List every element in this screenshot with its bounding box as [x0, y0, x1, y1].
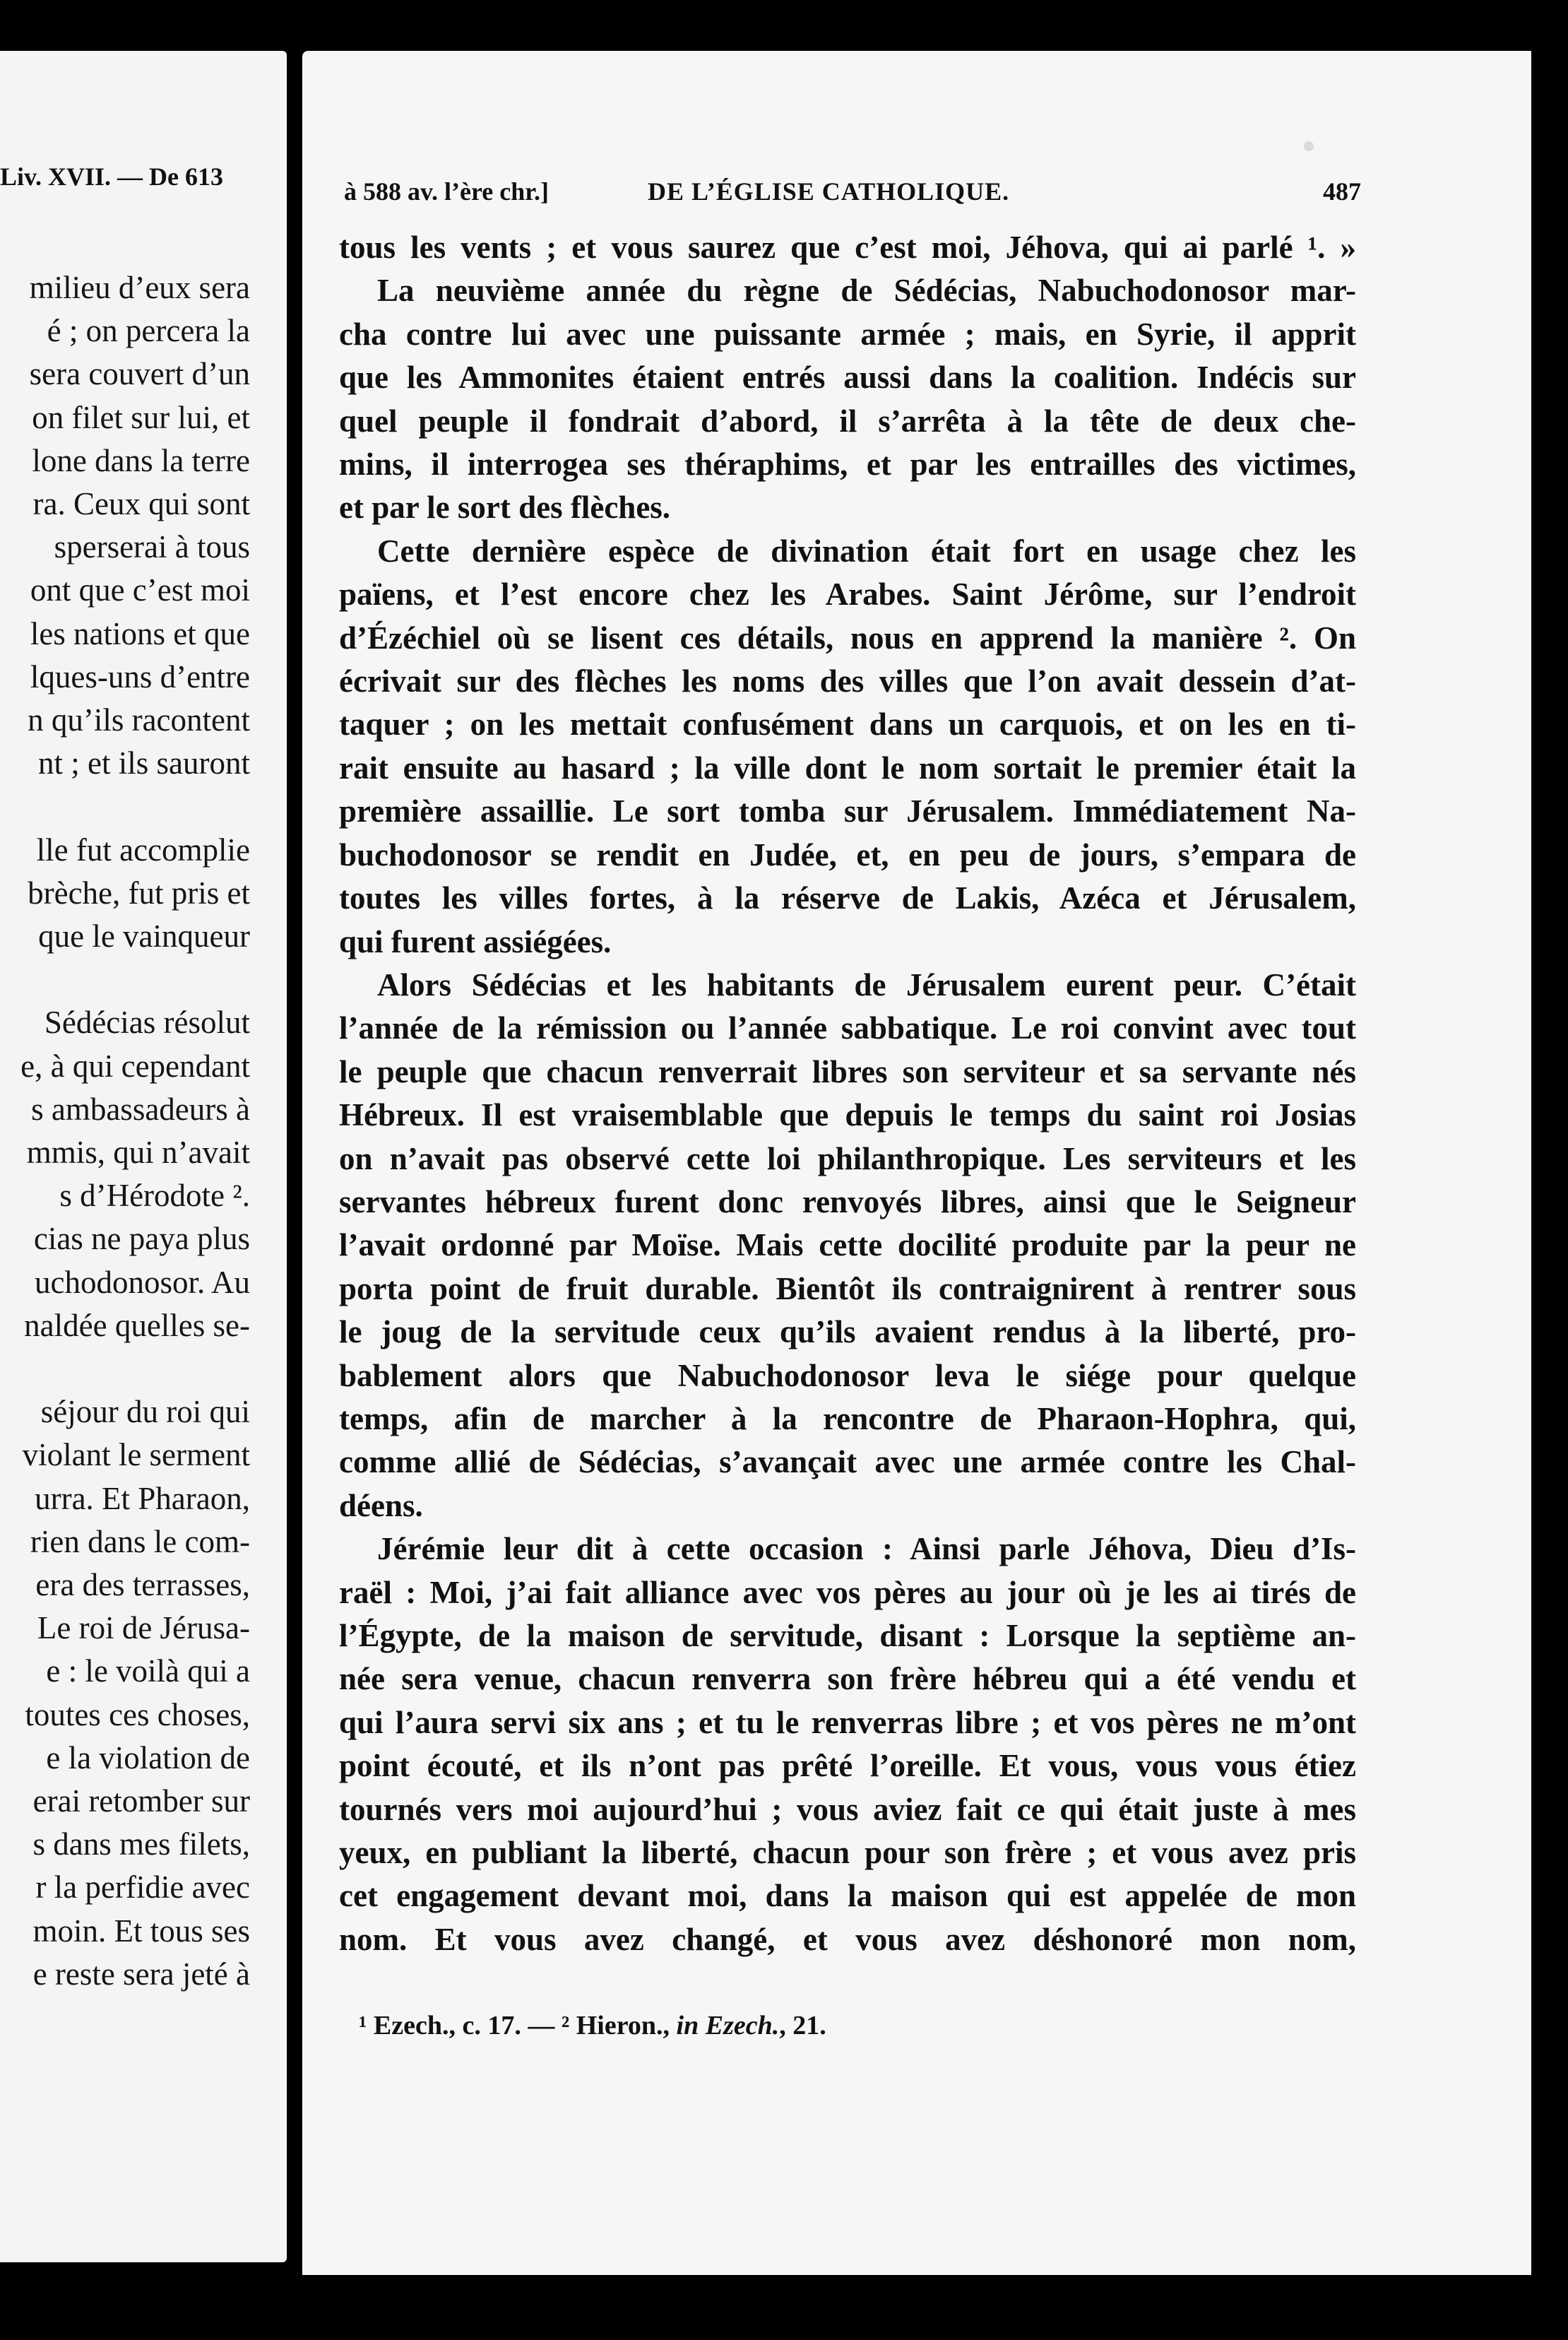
- text-line: rien dans le com-: [30, 1523, 250, 1559]
- text-line: s ambassadeurs à: [31, 1091, 250, 1127]
- text-line: qui furent assiégées.: [339, 923, 612, 959]
- text-line: sperserai à tous: [54, 529, 250, 565]
- text-line: sera couvert d’un: [29, 356, 250, 392]
- text-line: cha contre lui avec une puissante armée ; mais, en Syrie, il apprit: [339, 316, 1356, 352]
- text-line: séjour du roi qui: [40, 1394, 250, 1430]
- text-line: le peuple que chacun renverrait libres son serviteur et sa servante nés: [339, 1053, 1356, 1089]
- left-page: [0, 51, 287, 2262]
- header-date-range: à 588 av. l’ère chr.]: [344, 177, 549, 206]
- text-line: r la perfidie avec: [35, 1869, 250, 1905]
- text-line: servantes hébreux furent donc renvoyés libres, ainsi que le Seigneur: [339, 1183, 1356, 1219]
- text-line: première assaillie. Le sort tomba sur Jérusalem. Immédiatement Na-: [339, 793, 1356, 829]
- text-line: mins, il interrogea ses théraphims, et par les entrailles des victimes,: [339, 447, 1356, 483]
- line-gap: [0, 958, 250, 1001]
- text-line: rait ensuite au hasard ; la ville dont le nom sortait le premier était la: [339, 750, 1356, 786]
- footnote-italic: in Ezech.: [676, 2011, 780, 2040]
- text-line: écrivait sur des flèches les noms des villes que l’on avait dessein d’at-: [339, 663, 1356, 699]
- text-line: nt ; et ils sauront: [38, 745, 250, 781]
- text-line: e la violation de: [46, 1739, 250, 1775]
- header-title: DE L’ÉGLISE CATHOLIQUE.: [648, 177, 1010, 206]
- text-line: moin. Et tous ses: [32, 1913, 250, 1949]
- text-line: Sédécias résolut: [44, 1005, 250, 1041]
- text-line: païens, et l’est encore chez les Arabes. Saint Jérôme, sur l’endroit: [339, 577, 1356, 613]
- text-line: milieu d’eux sera: [29, 270, 250, 305]
- running-header: [344, 177, 1361, 212]
- text-line: Jérémie leur dit à cette occasion : Ainsi parle Jéhova, Dieu d’Is-: [377, 1531, 1356, 1567]
- text-line: mmis, qui n’avait: [26, 1135, 250, 1171]
- text-line: uchodonosor. Au: [34, 1264, 250, 1300]
- text-line: erai retomber sur: [32, 1783, 250, 1819]
- text-line: lques-uns d’entre: [30, 658, 250, 695]
- text-line: d’Ézéchiel où se lisent ces détails, nous en apprend la manière ². On: [339, 620, 1356, 656]
- text-line: que les Ammonites étaient entrés aussi dans la coalition. Indécis sur: [339, 360, 1356, 396]
- footnotes: [359, 2010, 1206, 2041]
- page-number: 487: [1323, 177, 1361, 206]
- text-line: raël : Moi, j’ai fait alliance avec vos pères au jour où je les ai tirés de: [339, 1574, 1356, 1610]
- text-line: on n’avait pas observé cette loi philanthropique. Les serviteurs et les: [339, 1140, 1356, 1176]
- text-line: Alors Sédécias et les habitants de Jérusalem eurent peur. C’était: [377, 967, 1356, 1003]
- text-line: cet engagement devant moi, dans la maison qui est appelée de mon: [339, 1878, 1356, 1914]
- text-line: brèche, fut pris et: [28, 875, 250, 911]
- text-line: déens.: [339, 1487, 423, 1523]
- text-line: urra. Et Pharaon,: [35, 1480, 250, 1516]
- text-line: et par le sort des flèches.: [339, 490, 671, 526]
- text-line: les nations et que: [30, 615, 250, 651]
- footnote-end: , 21.: [779, 2011, 826, 2040]
- text-line: que le vainqueur: [38, 918, 250, 955]
- line-gap: [0, 785, 250, 828]
- text-line: e, à qui cependant: [20, 1048, 250, 1084]
- text-line: comme allié de Sédécias, s’avançait avec une armée contre les Chal-: [339, 1444, 1356, 1480]
- text-line: toutes ces choses,: [25, 1696, 250, 1732]
- left-running-header: Liv. XVII. — De 613: [0, 162, 224, 191]
- text-line: violant le serment: [22, 1437, 250, 1473]
- paper-spot: [1304, 141, 1314, 151]
- line-gap: [0, 1347, 250, 1390]
- text-line: toutes les villes fortes, à la réserve de Lakis, Azéca et Jérusalem,: [339, 880, 1356, 916]
- body-text: [339, 226, 1356, 1961]
- text-line: yeux, en publiant la liberté, chacun pour son frère ; et vous avez pris: [339, 1835, 1356, 1871]
- text-line: ra. Ceux qui sont: [32, 486, 250, 522]
- text-line: née sera venue, chacun renverra son frère hébreu qui a été vendu et: [339, 1661, 1356, 1697]
- text-line: era des terrasses,: [35, 1567, 250, 1603]
- text-line: quel peuple il fondrait d’abord, il s’arrêta à la tête de deux che-: [339, 403, 1356, 439]
- footnote-text: ¹ Ezech., c. 17. — ² Hieron.,: [359, 2011, 677, 2040]
- text-line: nom. Et vous avez changé, et vous avez déshonoré mon nom,: [339, 1921, 1356, 1957]
- text-line: le joug de la servitude ceux qu’ils avaient rendus à la liberté, pro-: [339, 1314, 1356, 1350]
- text-line: l’avait ordonné par Moïse. Mais cette docilité produite par la peur ne: [339, 1227, 1356, 1263]
- text-line: l’année de la rémission ou l’année sabbatique. Le roi convint avec tout: [339, 1010, 1356, 1046]
- text-line: s d’Hérodote ².: [59, 1178, 250, 1214]
- text-line: ont que c’est moi: [30, 572, 250, 608]
- text-line: temps, afin de marcher à la rencontre de Pharaon-Hophra, qui,: [339, 1400, 1356, 1436]
- text-line: n qu’ils racontent: [28, 702, 250, 738]
- text-line: é ; on percera la: [47, 313, 250, 349]
- text-line: e : le voilà qui a: [46, 1653, 250, 1689]
- text-line: lone dans la terre: [32, 442, 250, 478]
- text-line: qui l’aura servi six ans ; et tu le renverras libre ; et vos pères ne m’ont: [339, 1704, 1356, 1740]
- text-line: Cette dernière espèce de divination était fort en usage chez les: [377, 533, 1356, 569]
- left-page-text: [0, 266, 250, 1996]
- text-line: tournés vers moi aujourd’hui ; vous aviez fait ce qui était juste à mes: [339, 1791, 1356, 1827]
- text-line: buchodonosor se rendit en Judée, et, en peu de jours, s’empara de: [339, 837, 1356, 873]
- text-line: cias ne paya plus: [33, 1221, 250, 1257]
- text-line: La neuvième année du règne de Sédécias, Nabuchodonosor mar-: [377, 273, 1356, 309]
- text-line: tous les vents ; et vous saurez que c’est moi, Jéhova, qui ai parlé ¹. »: [339, 230, 1356, 265]
- text-line: l’Égypte, de la maison de servitude, disant : Lorsque la septième an-: [339, 1618, 1356, 1653]
- text-line: bablement alors que Nabuchodonosor leva le siége pour quelque: [339, 1357, 1356, 1393]
- text-line: lle fut accomplie: [36, 832, 250, 868]
- text-line: Le roi de Jérusa-: [37, 1610, 250, 1646]
- text-line: naldée quelles se-: [24, 1307, 250, 1343]
- text-line: e reste sera jeté à: [32, 1956, 250, 1992]
- text-line: point écouté, et ils n’ont pas prêté l’oreille. Et vous, vous vous étiez: [339, 1748, 1356, 1784]
- text-line: s dans mes filets,: [32, 1826, 250, 1862]
- text-line: on filet sur lui, et: [32, 399, 250, 435]
- text-line: taquer ; on les mettait confusément dans un carquois, et on les en ti-: [339, 707, 1356, 743]
- text-line: Hébreux. Il est vraisemblable que depuis le temps du saint roi Josias: [339, 1097, 1356, 1133]
- text-line: porta point de fruit durable. Bientôt ils contraignirent à rentrer sous: [339, 1270, 1356, 1306]
